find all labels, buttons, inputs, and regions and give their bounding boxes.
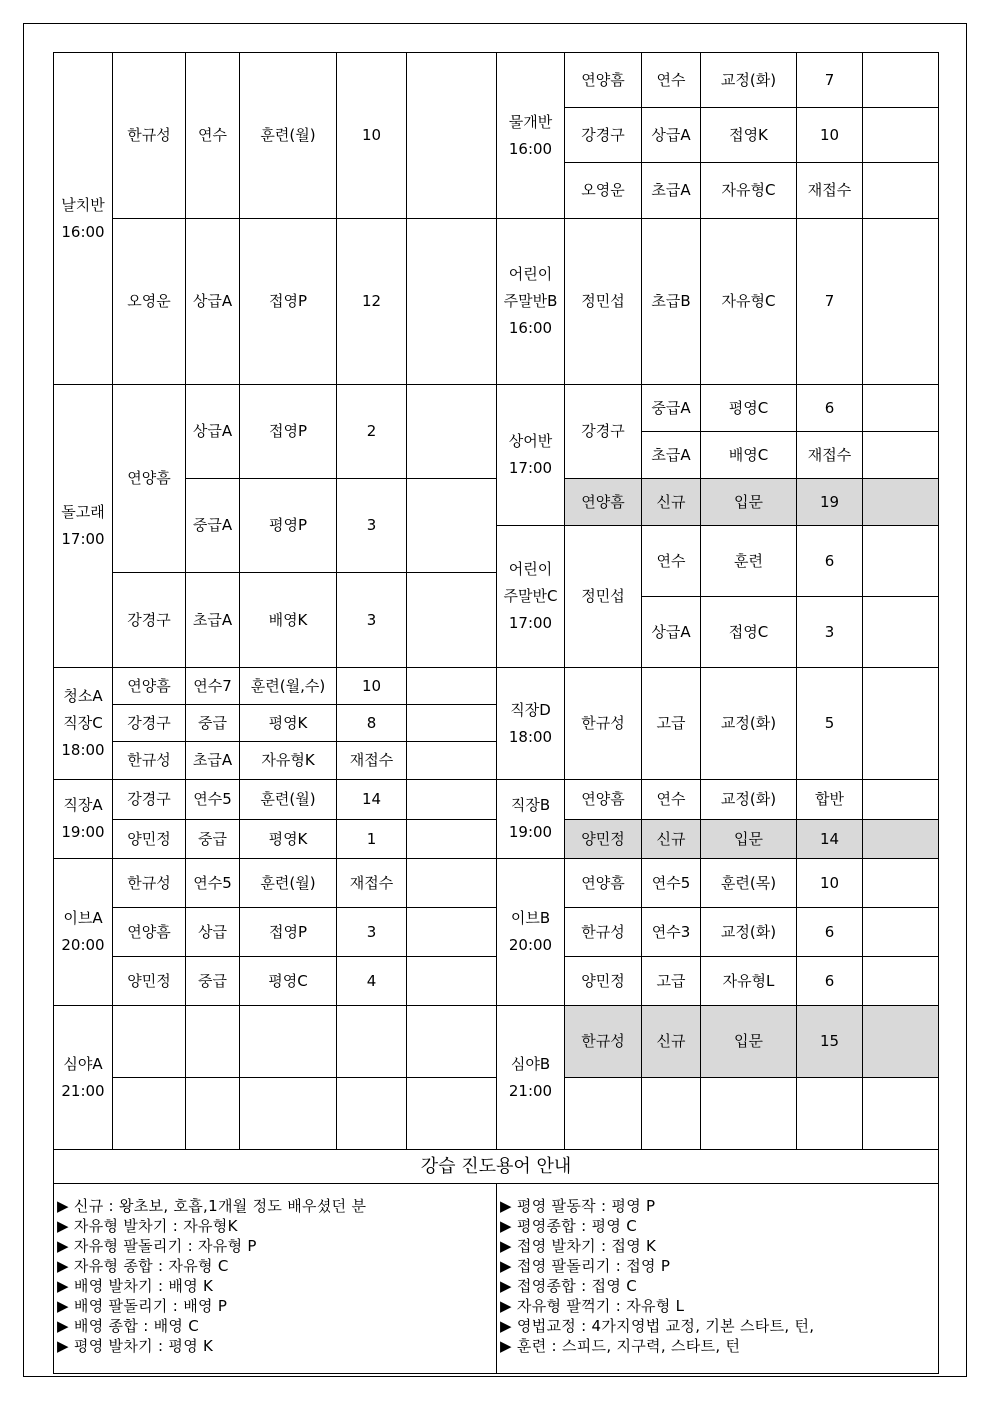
count-cell: 10 — [337, 668, 407, 705]
count-cell: 3 — [797, 597, 863, 668]
level-cell: 연수3 — [642, 908, 701, 957]
class-name-cell — [497, 668, 565, 780]
teacher-cell: 연양흠 — [113, 668, 186, 705]
level-cell: 초급A — [642, 432, 701, 479]
class-time: 17:00 — [508, 614, 553, 632]
teacher-cell: 정민섭 — [565, 219, 642, 385]
class-name: 돌고래 — [61, 503, 105, 521]
legend-item: ▶ 접영 발차기 : 접영 K — [500, 1237, 657, 1255]
legend-item: ▶ 접영 팔돌리기 : 접영 P — [500, 1257, 671, 1275]
class-name: 이브A — [63, 909, 103, 927]
count-cell: 6 — [797, 908, 863, 957]
class-name-cell — [497, 859, 565, 1006]
count-cell: 19 — [797, 479, 863, 526]
class-name-cell — [54, 385, 113, 668]
level-cell: 고급 — [642, 668, 701, 780]
note-cell — [863, 219, 939, 385]
level-cell: 연수 — [186, 53, 240, 219]
stroke-cell: 평영K — [240, 820, 337, 859]
count-cell — [797, 1078, 863, 1150]
stroke-cell — [240, 1006, 337, 1078]
class-name-cell — [54, 668, 113, 780]
class-time: 16:00 — [508, 319, 553, 337]
legend-title: 강습 진도용어 안내 — [54, 1150, 939, 1184]
count-cell — [337, 1006, 407, 1078]
level-cell: 초급A — [642, 163, 701, 219]
teacher-cell: 한규성 — [113, 859, 186, 908]
count-cell: 3 — [337, 908, 407, 957]
legend-item: ▶ 평영종합 : 평영 C — [500, 1217, 637, 1235]
level-cell: 연수 — [642, 526, 701, 597]
note-cell — [407, 859, 497, 908]
note-cell — [863, 1078, 939, 1150]
level-cell: 연수7 — [186, 668, 240, 705]
teacher-cell — [113, 1006, 186, 1078]
note-cell — [407, 820, 497, 859]
teacher-cell: 강경구 — [113, 573, 186, 668]
stroke-cell: 평영P — [240, 479, 337, 573]
level-cell: 신규 — [642, 479, 701, 526]
level-cell: 초급B — [642, 219, 701, 385]
note-cell — [863, 163, 939, 219]
count-cell: 재접수 — [337, 859, 407, 908]
count-cell: 5 — [797, 668, 863, 780]
note-cell — [863, 780, 939, 820]
teacher-cell: 한규성 — [565, 668, 642, 780]
class-name: 이브B — [510, 909, 551, 927]
stroke-cell: 접영P — [240, 219, 337, 385]
level-cell: 상급A — [186, 219, 240, 385]
class-name-cell — [54, 53, 113, 385]
class-time: 17:00 — [508, 459, 553, 477]
teacher-cell: 연양흠 — [565, 479, 642, 526]
teacher-cell: 연양흠 — [565, 859, 642, 908]
teacher-cell: 연양흠 — [113, 908, 186, 957]
note-cell — [863, 479, 939, 526]
legend-item: ▶ 배영 발차기 : 배영 K — [57, 1277, 214, 1295]
teacher-cell: 양민정 — [565, 820, 642, 859]
level-cell: 중급 — [186, 705, 240, 742]
stroke-cell: 평영C — [701, 385, 797, 432]
teacher-cell: 정민섭 — [565, 526, 642, 668]
count-cell: 7 — [797, 219, 863, 385]
stroke-cell: 입문 — [701, 820, 797, 859]
stroke-cell: 접영P — [240, 908, 337, 957]
stroke-cell: 훈련(월) — [240, 859, 337, 908]
legend-left-column — [54, 1184, 497, 1374]
count-cell: 10 — [337, 53, 407, 219]
stroke-cell: 교정(화) — [701, 908, 797, 957]
level-cell: 고급 — [642, 957, 701, 1006]
legend-item: ▶ 배영 종합 : 배영 C — [57, 1317, 200, 1335]
level-cell: 중급 — [186, 957, 240, 1006]
count-cell: 14 — [337, 780, 407, 820]
note-cell — [407, 219, 497, 385]
class-name-cell — [54, 1006, 113, 1150]
class-time: 20:00 — [508, 936, 553, 954]
stroke-cell: 훈련 — [701, 526, 797, 597]
count-cell — [337, 1078, 407, 1150]
stroke-cell: 평영K — [240, 705, 337, 742]
level-cell: 연수5 — [186, 780, 240, 820]
count-cell: 재접수 — [797, 432, 863, 479]
count-cell: 10 — [797, 859, 863, 908]
count-cell: 6 — [797, 957, 863, 1006]
count-cell: 12 — [337, 219, 407, 385]
stroke-cell: 접영P — [240, 385, 337, 479]
note-cell — [863, 859, 939, 908]
count-cell: 15 — [797, 1006, 863, 1078]
note-cell — [863, 432, 939, 479]
teacher-cell: 오영운 — [113, 219, 186, 385]
legend-item: ▶ 훈련 : 스피드, 지구력, 스타트, 턴 — [500, 1337, 741, 1355]
class-name: 어린이 — [508, 560, 553, 578]
class-name: 직장C — [63, 714, 103, 732]
teacher-cell: 연양흠 — [565, 780, 642, 820]
note-cell — [407, 668, 497, 705]
legend-item: ▶ 접영종합 : 접영 C — [500, 1277, 637, 1295]
teacher-cell — [565, 1078, 642, 1150]
stroke-cell: 접영C — [701, 597, 797, 668]
class-name: 주말반B — [503, 292, 558, 310]
legend-item: ▶ 자유형 발차기 : 자유형K — [57, 1217, 238, 1235]
level-cell: 신규 — [642, 1006, 701, 1078]
teacher-cell: 강경구 — [113, 705, 186, 742]
teacher-cell: 양민정 — [113, 957, 186, 1006]
teacher-cell: 양민정 — [565, 957, 642, 1006]
class-name: 물개반 — [508, 112, 553, 131]
note-cell — [407, 780, 497, 820]
level-cell: 중급A — [186, 479, 240, 573]
count-cell: 2 — [337, 385, 407, 479]
note-cell — [863, 668, 939, 780]
count-cell: 합반 — [797, 780, 863, 820]
teacher-cell: 강경구 — [565, 108, 642, 163]
teacher-cell: 연양흠 — [113, 385, 186, 573]
class-name: 심야B — [510, 1054, 551, 1073]
count-cell: 6 — [797, 526, 863, 597]
count-cell: 7 — [797, 53, 863, 108]
count-cell: 재접수 — [797, 163, 863, 219]
stroke-cell: 자유형C — [701, 219, 797, 385]
note-cell — [863, 1006, 939, 1078]
note-cell — [407, 957, 497, 1006]
stroke-cell: 자유형C — [701, 163, 797, 219]
level-cell: 중급 — [186, 820, 240, 859]
stroke-cell: 교정(화) — [701, 668, 797, 780]
count-cell: 4 — [337, 957, 407, 1006]
teacher-cell: 양민정 — [113, 820, 186, 859]
note-cell — [863, 908, 939, 957]
class-name: 주말반C — [503, 587, 558, 605]
note-cell — [407, 573, 497, 668]
class-time: 16:00 — [508, 139, 553, 158]
note-cell — [407, 1078, 497, 1150]
level-cell: 상급 — [186, 908, 240, 957]
class-time: 21:00 — [508, 1081, 553, 1100]
count-cell: 8 — [337, 705, 407, 742]
stroke-cell: 입문 — [701, 1006, 797, 1078]
note-cell — [407, 705, 497, 742]
stroke-cell: 자유형K — [240, 742, 337, 780]
level-cell: 상급A — [642, 597, 701, 668]
note-cell — [863, 108, 939, 163]
note-cell — [863, 820, 939, 859]
note-cell — [863, 597, 939, 668]
class-time: 19:00 — [61, 823, 105, 841]
level-cell: 연수5 — [186, 859, 240, 908]
level-cell: 초급A — [186, 573, 240, 668]
stroke-cell — [240, 1078, 337, 1150]
note-cell — [863, 385, 939, 432]
class-name: 날치반 — [61, 195, 105, 214]
class-time: 21:00 — [61, 1081, 105, 1100]
class-name-cell — [54, 859, 113, 1006]
class-name-cell — [54, 780, 113, 859]
level-cell — [186, 1006, 240, 1078]
level-cell — [642, 1078, 701, 1150]
stroke-cell: 자유형L — [701, 957, 797, 1006]
legend-item: ▶ 영법교정 : 4가지영법 교정, 기본 스타트, 턴, — [500, 1317, 815, 1335]
schedule-table — [53, 52, 939, 1374]
teacher-cell: 오영운 — [565, 163, 642, 219]
note-cell — [407, 53, 497, 219]
level-cell — [186, 1078, 240, 1150]
stroke-cell: 훈련(월) — [240, 780, 337, 820]
legend-item: ▶ 자유형 팔돌리기 : 자유형 P — [57, 1237, 257, 1255]
class-name: 직장A — [63, 796, 103, 814]
level-cell: 신규 — [642, 820, 701, 859]
note-cell — [863, 53, 939, 108]
legend-item: ▶ 배영 팔돌리기 : 배영 P — [57, 1297, 228, 1315]
stroke-cell: 배영C — [701, 432, 797, 479]
class-name: 상어반 — [508, 432, 553, 450]
level-cell: 연수 — [642, 780, 701, 820]
level-cell: 연수 — [642, 53, 701, 108]
legend-right-column — [497, 1184, 939, 1374]
class-name-cell — [497, 1006, 565, 1150]
stroke-cell: 훈련(월) — [240, 53, 337, 219]
count-cell: 14 — [797, 820, 863, 859]
count-cell: 10 — [797, 108, 863, 163]
note-cell — [407, 479, 497, 573]
class-time: 20:00 — [61, 936, 105, 954]
class-name: 어린이 — [508, 265, 553, 283]
legend-item: ▶ 평영 발차기 : 평영 K — [57, 1337, 214, 1355]
count-cell: 3 — [337, 573, 407, 668]
stroke-cell: 입문 — [701, 479, 797, 526]
stroke-cell: 접영K — [701, 108, 797, 163]
level-cell: 연수5 — [642, 859, 701, 908]
stroke-cell — [701, 1078, 797, 1150]
count-cell: 6 — [797, 385, 863, 432]
level-cell: 상급A — [186, 385, 240, 479]
level-cell: 상급A — [642, 108, 701, 163]
teacher-cell — [113, 1078, 186, 1150]
level-cell: 초급A — [186, 742, 240, 780]
teacher-cell: 한규성 — [565, 908, 642, 957]
class-name-cell — [497, 219, 565, 385]
class-name-cell — [497, 385, 565, 526]
legend-item: ▶ 평영 팔동작 : 평영 P — [500, 1197, 656, 1215]
teacher-cell: 강경구 — [113, 780, 186, 820]
legend-item: ▶ 자유형 종합 : 자유형 C — [57, 1257, 229, 1275]
note-cell — [863, 957, 939, 1006]
teacher-cell: 강경구 — [565, 385, 642, 479]
note-cell — [863, 526, 939, 597]
class-name-cell — [497, 780, 565, 859]
stroke-cell: 평영C — [240, 957, 337, 1006]
stroke-cell: 배영K — [240, 573, 337, 668]
class-name: 직장B — [510, 796, 551, 814]
class-time: 16:00 — [61, 222, 105, 241]
class-time: 17:00 — [61, 530, 105, 548]
note-cell — [407, 742, 497, 780]
class-time: 18:00 — [508, 727, 553, 746]
level-cell: 중급A — [642, 385, 701, 432]
class-name-cell — [497, 53, 565, 219]
teacher-cell: 한규성 — [113, 53, 186, 219]
legend-item: ▶ 신규 : 왕초보, 호흡,1개월 정도 배우셨던 분 — [57, 1197, 367, 1215]
stroke-cell: 교정(화) — [701, 780, 797, 820]
class-time: 19:00 — [508, 823, 553, 841]
class-name: 심야A — [63, 1054, 103, 1073]
count-cell: 1 — [337, 820, 407, 859]
stroke-cell: 훈련(목) — [701, 859, 797, 908]
teacher-cell: 연양흠 — [565, 53, 642, 108]
legend-item: ▶ 자유형 팔꺽기 : 자유형 L — [500, 1297, 685, 1315]
note-cell — [407, 1006, 497, 1078]
note-cell — [407, 385, 497, 479]
stroke-cell: 훈련(월,수) — [240, 668, 337, 705]
teacher-cell: 한규성 — [113, 742, 186, 780]
class-name: 청소A — [63, 687, 103, 705]
count-cell: 3 — [337, 479, 407, 573]
class-name-cell — [497, 526, 565, 668]
class-time: 18:00 — [61, 741, 105, 759]
count-cell: 재접수 — [337, 742, 407, 780]
class-name: 직장D — [510, 700, 551, 719]
stroke-cell: 교정(화) — [701, 53, 797, 108]
note-cell — [407, 908, 497, 957]
teacher-cell: 한규성 — [565, 1006, 642, 1078]
